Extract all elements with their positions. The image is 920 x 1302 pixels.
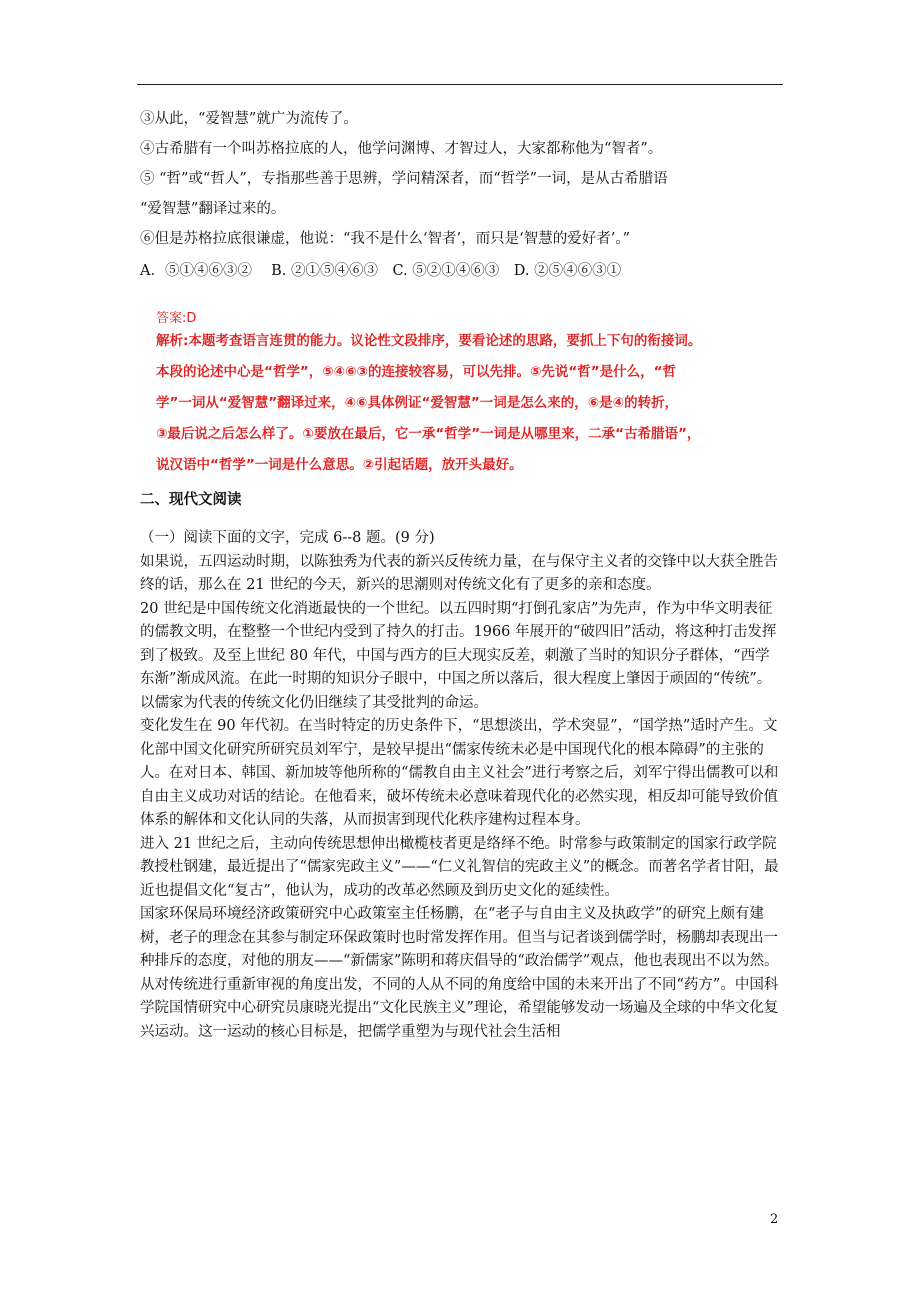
answer-explanation [140, 312, 786, 481]
explanation-line-1: 解析:本题考查语言连贯的能力。议论性文段排序，要看论述的思路，要抓上下句的衔接词。 [156, 333, 702, 349]
section-title: 二、现代文阅读 [140, 492, 242, 508]
page-content [140, 104, 780, 1044]
passage-paragraph: 国家环保局环境经济政策研究中心政策室主任杨鹏，在“老子与自由主义及执政学”的研究上颇有建树，老子的理念在其参与制定环保政策时也时常发挥作用。但当与记者谈到儒学时，杨鹏却表现出一种排斥的态度，对他的朋友——“新儒家”陈明和蒋庆倡导的“政治儒学”观点，他也表现出不以为然。 [140, 906, 779, 969]
passage-paragraph: 如果说，五四运动时期，以陈独秀为代表的新兴反传统力量，在与保守主义者的交锋中以大获全胜告终的话，那么在 21 世纪的今天，新兴的思潮则对传统文化有了更多的亲和态度。 [140, 553, 778, 593]
passage-paragraph: 变化发生在 90 年代初。在当时特定的历史条件下，“思想淡出，学术突显”，“国学热”适时产生。文化部中国文化研究所研究员刘军宁，是较早提出“儒家传统未必是中国现代化的根本障碍”的主张的人。在对日本、韩国、新加坡等他所称的“儒教自由主义社会”进行考察之后，刘军宁得出儒教可以和自由主义成功对话的结论。在他看来，破坏传统未必意味着现代化的必然实现，相反却可能导致价值体系的解体和文化认同的失落，从而损害到现代化秩序建构过程本身。 [140, 718, 779, 828]
explanation-line-5: 说汉语中“哲学”一词是什么意思。②引起话题，放开头最好。 [156, 457, 523, 473]
reading-passage [140, 527, 780, 1044]
option-3: ③从此，“爱智慧”就广为流传了。 [140, 111, 358, 127]
option-5-cont: “爱智慧”翻译过来的。 [140, 201, 286, 217]
option-5: ⑤ “哲”或“哲人”，专指那些善于思辨，学问精深者，而“哲学”一词，是从古希腊语 [140, 171, 668, 187]
passage-instruction: （一）阅读下面的文字，完成 6--8 题。(9 分) [140, 530, 435, 546]
header-rule [137, 84, 783, 85]
explanation-line-2: 本段的论述中心是“哲学”，⑤④⑥③的连接较容易，可以先排。⑤先说“哲”是什么，“哲 [156, 364, 677, 380]
option-4: ④古希腊有一个叫苏格拉底的人，他学问渊博、才智过人，大家都称他为“智者”。 [140, 141, 663, 157]
explanation-line-3: 学”一词从“爱智慧”翻译过来，④⑥具体例证“爱智慧”一词是怎么来的，⑥是④的转折， [156, 395, 679, 411]
page-number: 2 [770, 1212, 779, 1227]
passage-paragraph: 进入 21 世纪之后，主动向传统思想伸出橄榄枝者更是络绎不绝。时常参与政策制定的国家行政学院教授杜钢建，最近提出了“儒家宪政主义”——“仁义礼智信的宪政主义”的概念。而著名学者甘阳，最近也提倡文化“复古”，他认为，成功的改革必然顾及到历史文化的延续性。 [140, 835, 779, 899]
passage-paragraph: 20 世纪是中国传统文化消逝最快的一个世纪。以五四时期“打倒孔家店”为先声，作为中华文明表征的儒教文明，在整整一个世纪内受到了持久的打击。1966 年展开的“破四旧”活动，将这种打击发挥到了极致。及至上世纪 80 年代，中国与西方的巨大现实反差，刺激了当时的知识分子群体，“西学东渐”渐成风流。在此一时期的知识分子眼中，中国之所以落后，很大程度上肇因于顽固的“传统”。以儒家为代表的传统文化仍旧继续了其受批判的命运。 [140, 600, 777, 711]
answer-label: 答案:D [156, 311, 197, 326]
passage-paragraph: 从对传统进行重新审视的角度出发，不同的人从不同的角度给中国的未来开出了不同“药方”。中国科学院国情研究中心研究员康晓光提出“文化民族主义”理论，希望能够发动一场遍及全球的中华文化复兴运动。这一运动的核心目标是，把儒学重塑为与现代社会生活相 [140, 976, 779, 1040]
explanation-line-4: ③最后说之后怎么样了。①要放在最后，它一承“哲学”一词是从哪里来，二承“古希腊语”， [156, 426, 701, 442]
option-6: ⑥但是苏格拉底很谦虚，他说：“我不是什么‘智者’，而只是‘智慧的爱好者’。” [140, 231, 631, 247]
answer-choices: A．⑤①④⑥③② B. ②①⑤④⑥③ C. ⑤②①④⑥③ D. ②⑤④⑥③① [140, 263, 622, 279]
